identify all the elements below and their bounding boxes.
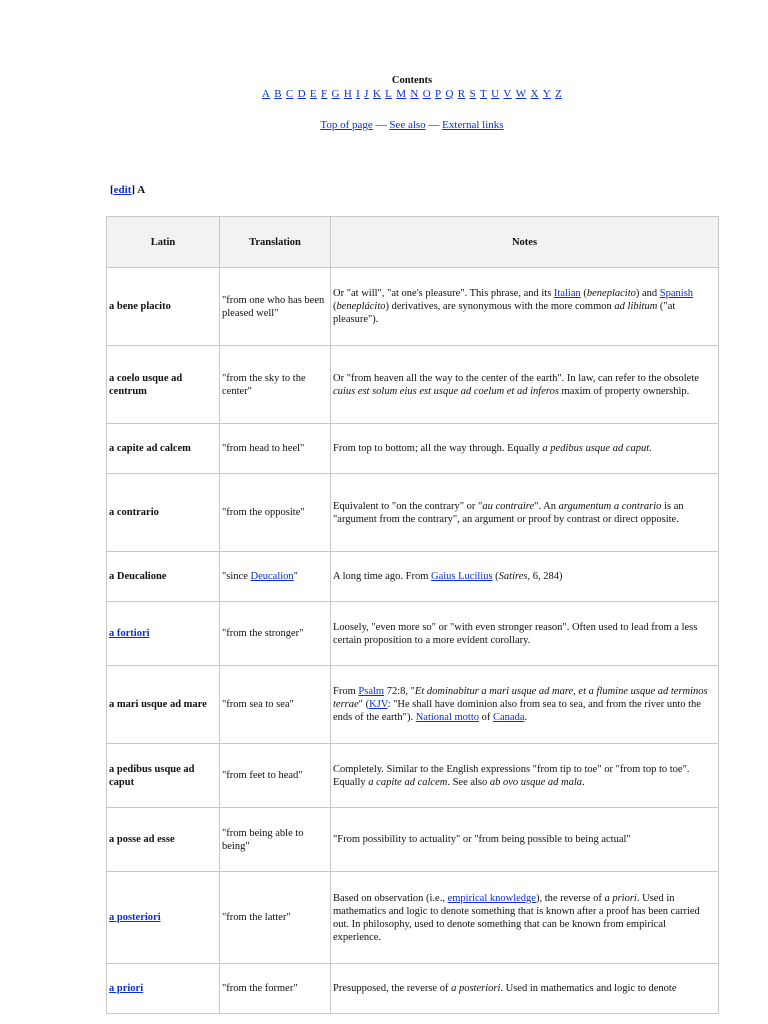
index-letter-z[interactable]: Z xyxy=(555,88,563,100)
latin-cell xyxy=(107,346,220,424)
note-text: . xyxy=(582,776,585,788)
contents-title: Contents xyxy=(391,75,433,86)
edit-section-link[interactable]: edit xyxy=(113,184,132,196)
note-text: A long time ago. From xyxy=(333,571,431,582)
translation-text: "from being able to being" xyxy=(222,827,304,852)
table-row xyxy=(107,808,719,872)
note-text: Or "at will", "at one's pleasure". This phrase, and its xyxy=(333,288,554,299)
notes-cell xyxy=(331,268,719,346)
latin-cell xyxy=(107,666,220,744)
header-notes[interactable]: Notes xyxy=(331,217,719,268)
note-text: is an "argument from the contrary", an argument or proof by contrast or direct opposite. xyxy=(333,500,684,525)
translation-text: "from the sky to the center" xyxy=(222,372,306,397)
index-letter-g[interactable]: G xyxy=(331,88,340,100)
translation-cell xyxy=(220,424,331,474)
note-text: ) derivatives, are synonymous with the more common xyxy=(385,301,615,312)
translation-text: "from feet to head" xyxy=(222,770,303,781)
index-letter-m[interactable]: M xyxy=(396,88,407,100)
notes-cell xyxy=(331,964,719,1014)
index-letter-i[interactable]: I xyxy=(356,88,361,100)
translation-cell xyxy=(220,346,331,424)
note-text: maxim of property ownership. xyxy=(558,385,690,397)
index-letter-k[interactable]: K xyxy=(372,88,382,100)
page-links xyxy=(0,118,768,132)
translation-text: "from head to heel" xyxy=(222,443,305,454)
section-heading-a: [edit] A xyxy=(110,184,146,196)
note-text: ( xyxy=(492,571,499,582)
translation-text: "from one who has been pleased well" xyxy=(222,294,325,319)
translation-cell xyxy=(220,744,331,808)
italic-phrase: beneplacito xyxy=(586,288,636,299)
translation-text: "from the opposite" xyxy=(222,507,305,518)
table-row xyxy=(107,964,719,1014)
translation-cell xyxy=(220,552,331,602)
index-letter-w[interactable]: W xyxy=(515,88,527,100)
index-letter-q[interactable]: Q xyxy=(445,88,454,100)
notes-cell xyxy=(331,744,719,808)
latin-term: a mari usque ad mare xyxy=(109,699,207,710)
table-row xyxy=(107,744,719,808)
index-letter-b[interactable]: B xyxy=(274,88,282,100)
inline-link[interactable]: Deucalion xyxy=(250,571,294,582)
inline-link[interactable]: Psalm xyxy=(358,686,385,697)
index-letter-a[interactable]: A xyxy=(261,88,271,100)
italic-phrase: a capite ad calcem xyxy=(368,776,448,788)
note-text: ". An xyxy=(534,500,559,512)
index-letter-n[interactable]: N xyxy=(410,88,419,100)
notes-cell xyxy=(331,808,719,872)
table-row xyxy=(107,268,719,346)
translation-text: "from sea to sea" xyxy=(222,699,294,710)
index-letter-d[interactable]: D xyxy=(297,88,306,100)
separator: — xyxy=(425,119,443,131)
note-text: . Used in mathematics and logic to denote something that is known after a proof has been carried out. In philosophy, used to denote something that can be known from empirical experience. xyxy=(333,892,700,943)
notes-cell xyxy=(331,872,719,964)
header-translation[interactable]: Translation xyxy=(220,217,331,268)
table-row xyxy=(107,346,719,424)
latin-cell xyxy=(107,424,220,474)
latin-cell xyxy=(107,552,220,602)
latin-term: a Deucalione xyxy=(109,571,167,582)
note-text: Equivalent to "on the contrary" or " xyxy=(333,500,483,512)
latin-phrases-table xyxy=(106,216,719,1014)
note-text: of xyxy=(479,712,494,723)
translation-cell xyxy=(220,872,331,964)
note-text: From top to bottom; all the way through. Equally xyxy=(333,443,543,454)
note-text: ) and xyxy=(635,288,660,299)
index-letter-e[interactable]: E xyxy=(309,88,317,100)
index-letter-y[interactable]: Y xyxy=(542,88,552,100)
note-text: ( xyxy=(333,301,337,312)
table-row xyxy=(107,602,719,666)
notes-cell xyxy=(331,346,719,424)
note-text: . Used in mathematics and logic to denote xyxy=(500,983,677,994)
note-text: Based on observation (i.e., xyxy=(333,892,448,904)
latin-cell xyxy=(107,268,220,346)
note-text: : "He shall have dominion also from sea to sea, and from the river unto the ends of the earth"). xyxy=(333,699,701,723)
latin-cell xyxy=(107,872,220,964)
index-letter-x[interactable]: X xyxy=(530,88,539,100)
top-of-page-link[interactable]: Top of page xyxy=(320,119,373,131)
latin-term-link[interactable]: a fortiori xyxy=(109,628,150,639)
italic-phrase: argumentum a contrario xyxy=(558,500,662,512)
latin-term: a contrario xyxy=(109,507,159,518)
latin-term: a capite ad calcem xyxy=(109,443,191,454)
note-text: From xyxy=(333,686,359,697)
note-text: Or "from heaven all the way to the center of the earth". In law, can refer to the obsolete xyxy=(333,372,699,384)
italic-phrase: au contraire xyxy=(482,500,535,512)
note-text: Completely. Similar to the English expressions "from tip to toe" or "from top to toe". Equally xyxy=(333,763,690,788)
note-text: Presupposed, the reverse of xyxy=(333,983,452,994)
inline-link[interactable]: Canada xyxy=(493,712,525,723)
separator: — xyxy=(372,119,390,131)
index-letter-o[interactable]: O xyxy=(422,88,431,100)
latin-cell xyxy=(107,474,220,552)
inline-link[interactable]: Gaius Lucilius xyxy=(431,571,493,582)
index-letter-p[interactable]: P xyxy=(435,88,442,100)
latin-cell xyxy=(107,602,220,666)
note-text: ), the reverse of xyxy=(535,892,605,904)
note-text: . xyxy=(524,712,528,723)
note-text: ("at pleasure"). xyxy=(333,301,676,325)
index-letter-v[interactable]: V xyxy=(503,88,512,100)
table-of-contents xyxy=(0,74,768,132)
index-letter-r[interactable]: R xyxy=(457,88,466,100)
latin-term-link[interactable]: a priori xyxy=(109,983,144,994)
italic-phrase: Et dominabitur a mari usque ad mare, et a flumine usque ad terminos terrae xyxy=(333,686,708,710)
translation-cell xyxy=(220,964,331,1014)
latin-cell xyxy=(107,964,220,1014)
notes-cell xyxy=(331,474,719,552)
see-also-link[interactable]: See also xyxy=(389,119,426,131)
translation-cell xyxy=(220,268,331,346)
italic-phrase: a priori xyxy=(604,892,637,904)
notes-cell xyxy=(331,602,719,666)
table-row xyxy=(107,666,719,744)
inline-link[interactable]: empirical knowledge xyxy=(447,892,536,904)
index-letter-j[interactable]: J xyxy=(364,88,369,100)
translation-text: "from the stronger" xyxy=(222,628,304,639)
translation-cell xyxy=(220,808,331,872)
italic-phrase: ab ovo usque ad mala xyxy=(489,776,583,788)
note-text: Loosely, "even more so" or "with even stronger reason". Often used to lead from a less certain proposition to a more evident corollary. xyxy=(333,621,698,646)
italic-phrase: cuius est solum eius est usque ad coelum et ad inferos xyxy=(333,385,559,397)
table-row xyxy=(107,872,719,964)
notes-cell xyxy=(331,424,719,474)
index-letter-c[interactable]: C xyxy=(285,88,294,100)
italic-phrase: ad libitum xyxy=(614,301,658,312)
note-text: "From possibility to actuality" or "from being possible to being actual" xyxy=(333,834,631,845)
translation-cell xyxy=(220,666,331,744)
inline-link[interactable]: Italian xyxy=(553,288,581,299)
external-links-link[interactable]: External links xyxy=(442,119,504,131)
italic-phrase: a posteriori xyxy=(451,983,501,994)
note-text: . xyxy=(649,443,652,454)
index-letter-s[interactable]: S xyxy=(469,88,476,100)
index-letter-h[interactable]: H xyxy=(343,88,353,100)
italic-phrase: Satires xyxy=(498,571,528,582)
translation-text: "from the latter" xyxy=(222,912,291,923)
alphabet-index xyxy=(0,87,768,101)
header-latin[interactable]: Latin xyxy=(107,217,220,268)
latin-cell xyxy=(107,808,220,872)
table-row xyxy=(107,424,719,474)
note-text: , 6, 284) xyxy=(527,571,563,582)
note-text: "since xyxy=(222,571,251,582)
note-text: 72:8, " xyxy=(384,686,415,697)
notes-cell xyxy=(331,666,719,744)
note-text: " ( xyxy=(358,699,370,710)
translation-cell xyxy=(220,474,331,552)
table-row xyxy=(107,474,719,552)
inline-link[interactable]: Spanish xyxy=(659,288,694,299)
table-header-row xyxy=(107,217,719,268)
italic-phrase: a pedibus usque ad caput xyxy=(542,443,650,454)
index-letter-l[interactable]: L xyxy=(385,88,393,100)
notes-cell xyxy=(331,552,719,602)
note-text: . See also xyxy=(447,776,490,788)
latin-cell xyxy=(107,744,220,808)
inline-link[interactable]: National motto xyxy=(415,712,480,723)
table-row xyxy=(107,552,719,602)
italic-phrase: beneplácito xyxy=(336,301,386,312)
note-text: " xyxy=(293,571,298,582)
translation-text: "from the former" xyxy=(222,983,298,994)
note-text: ( xyxy=(580,288,587,299)
index-letter-f[interactable]: F xyxy=(321,88,328,100)
index-letter-t[interactable]: T xyxy=(479,88,488,100)
index-letter-u[interactable]: U xyxy=(491,88,500,100)
latin-term: a bene placito xyxy=(109,301,171,312)
translation-cell xyxy=(220,602,331,666)
latin-term: a coelo usque ad centrum xyxy=(109,372,183,397)
latin-term-link[interactable]: a posteriori xyxy=(109,912,161,923)
inline-link[interactable]: KJV xyxy=(369,699,388,710)
latin-term: a pedibus usque ad caput xyxy=(109,763,195,788)
latin-term: a posse ad esse xyxy=(109,834,175,845)
section-letter: A xyxy=(137,184,146,196)
